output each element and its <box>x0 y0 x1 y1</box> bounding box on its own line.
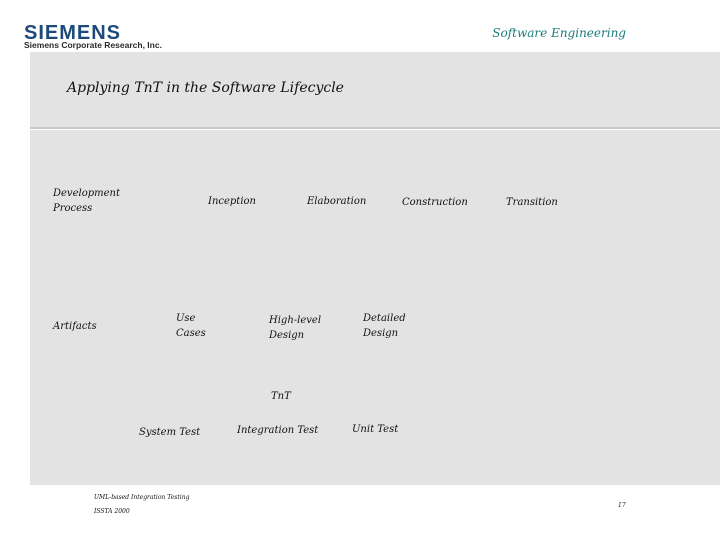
page-number: 17 <box>618 502 626 509</box>
section-label: Software Engineering <box>492 26 626 40</box>
artifact-detailed-design: Detailed Design <box>363 313 406 339</box>
phase-elaboration: Elaboration <box>307 196 367 207</box>
footer-title: UML-based Integration Testing <box>94 494 190 501</box>
artifacts-label: Artifacts <box>53 321 97 332</box>
unit-test-label: Unit Test <box>352 424 399 435</box>
tnt-label: TnT <box>271 391 291 402</box>
artifact-use-cases: Use Cases <box>176 313 206 339</box>
development-process-label: Development Process <box>53 188 120 214</box>
system-test-label: System Test <box>139 427 201 438</box>
title-divider <box>30 127 720 129</box>
phase-inception: Inception <box>208 196 256 207</box>
footer-conference: ISSTA 2000 <box>94 508 130 515</box>
siemens-logo: SIEMENS <box>24 22 122 44</box>
phase-transition: Transition <box>506 197 558 208</box>
slide-title: Applying TnT in the Software Lifecycle <box>67 80 344 96</box>
integration-test-label: Integration Test <box>237 425 319 436</box>
artifact-high-level-design: High-level Design <box>269 315 322 341</box>
company-name: Siemens Corporate Research, Inc. <box>24 40 162 50</box>
phase-construction: Construction <box>402 197 468 208</box>
